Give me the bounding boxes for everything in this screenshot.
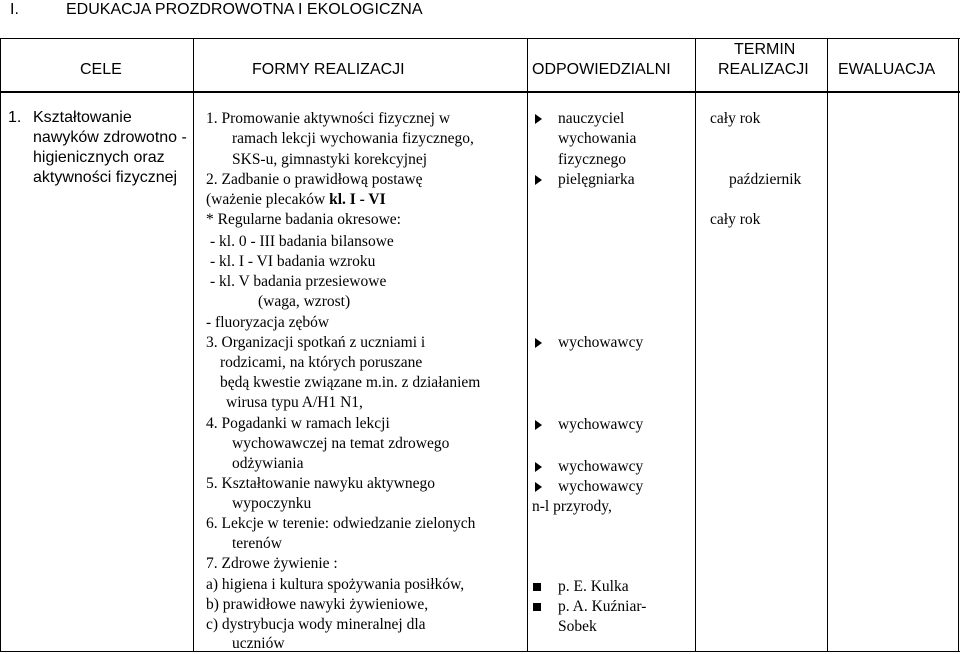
odpowiedzialni-line: wychowawcy: [558, 334, 644, 351]
column-divider: [527, 38, 528, 652]
formy-line: 5. Kształtowanie nawyku aktywnego: [206, 475, 435, 492]
odpowiedzialni-line: pielęgniarka: [558, 171, 635, 188]
header-separator: [0, 91, 960, 93]
odpowiedzialni-line: wychowawcy: [558, 478, 644, 495]
odpowiedzialni-line: fizycznego: [558, 151, 626, 168]
section-title: EDUKACJA PROZDROWOTNA I EKOLOGICZNA: [66, 1, 423, 18]
triangle-bullet-icon: [535, 114, 542, 124]
formy-line: wychowawczej na temat zdrowego: [232, 435, 450, 452]
termin-line: cały rok: [710, 110, 761, 127]
termin-line: październik: [729, 171, 802, 188]
formy-line: odżywiania: [232, 455, 304, 472]
formy-line: - kl. I - VI badania wzroku: [210, 253, 376, 270]
formy-line: rodzicami, na których poruszane: [220, 354, 423, 371]
triangle-bullet-icon: [535, 175, 542, 185]
odpowiedzialni-line: wychowania: [558, 130, 637, 147]
formy-line: a) higiena i kultura spożywania posiłków,: [206, 576, 465, 593]
formy-line: (waga, wzrost): [258, 293, 351, 310]
cele-line: nawyków zdrowotno -: [33, 129, 187, 146]
formy-line: 1. Promowanie aktywności fizycznej w: [206, 110, 451, 127]
column-divider: [827, 38, 828, 652]
formy-bold-text: kl. I - VI: [329, 191, 386, 208]
column-divider: [695, 38, 696, 652]
triangle-bullet-icon: [535, 482, 542, 492]
odpowiedzialni-line: n-l przyrody,: [532, 498, 612, 515]
cele-number: 1.: [8, 109, 22, 126]
formy-line: terenów: [232, 535, 282, 552]
formy-line: * Regularne badania okresowe:: [206, 211, 401, 228]
odpowiedzialni-line: wychowawcy: [558, 416, 644, 433]
header-formy: FORMY REALIZACJI: [252, 61, 405, 78]
formy-line: - fluoryzacja zębów: [206, 314, 330, 331]
triangle-bullet-icon: [535, 420, 542, 430]
triangle-bullet-icon: [535, 462, 542, 472]
formy-line: [206, 190, 386, 210]
odpowiedzialni-line: nauczyciel: [558, 110, 625, 127]
table-border-top: [0, 38, 960, 39]
formy-line: c) dystrybucja wody mineralnej dla: [206, 616, 426, 633]
formy-line: b) prawidłowe nawyki żywieniowe,: [206, 596, 429, 613]
cele-line: Kształtowanie: [33, 109, 132, 126]
odpowiedzialni-line: Sobek: [558, 618, 597, 635]
formy-line: wypoczynku: [232, 495, 312, 512]
termin-line: cały rok: [710, 211, 761, 228]
header-odpowiedzialni: ODPOWIEDZIALNI: [532, 61, 671, 78]
triangle-bullet-icon: [535, 338, 542, 348]
table-border-left: [0, 38, 1, 652]
section-number: I.: [10, 1, 19, 18]
formy-line: 4. Pogadanki w ramach lekcji: [206, 415, 390, 432]
formy-line: SKS-u, gimnastyki korekcyjnej: [232, 151, 428, 168]
formy-line: 6. Lekcje w terenie: odwiedzanie zielonych: [206, 515, 476, 532]
table-border-bottom: [0, 651, 960, 652]
formy-line: 7. Zdrowe żywienie :: [206, 555, 338, 572]
formy-line: uczniów: [232, 635, 285, 652]
formy-line: wirusa typu A/H1 N1,: [226, 394, 363, 411]
header-ewaluacja: EWALUACJA: [838, 61, 936, 78]
header-cele: CELE: [80, 61, 122, 78]
formy-text: (ważenie plecaków: [206, 191, 330, 208]
odpowiedzialni-line: wychowawcy: [558, 458, 644, 475]
header-termin-line2: REALIZACJI: [718, 61, 809, 78]
cele-line: aktywności fizycznej: [33, 169, 178, 186]
formy-line: - kl. 0 - III badania bilansowe: [210, 233, 394, 250]
formy-line: 2. Zadbanie o prawidłową postawę: [206, 171, 423, 188]
table-border-right: [958, 38, 959, 652]
formy-line: - kl. V badania przesiewowe: [210, 273, 387, 290]
square-bullet-icon: [533, 583, 541, 591]
odpowiedzialni-line: p. E. Kulka: [558, 578, 629, 595]
formy-line: będą kwestie związane m.in. z działaniem: [220, 374, 481, 391]
column-divider: [193, 38, 194, 652]
formy-line: ramach lekcji wychowania fizycznego,: [232, 130, 474, 147]
odpowiedzialni-line: p. A. Kuźniar-: [558, 598, 647, 615]
formy-line: 3. Organizacji spotkań z uczniami i: [206, 334, 426, 351]
cele-line: higienicznych oraz: [33, 149, 165, 166]
square-bullet-icon: [533, 603, 541, 611]
header-termin-line1: TERMIN: [734, 41, 796, 58]
